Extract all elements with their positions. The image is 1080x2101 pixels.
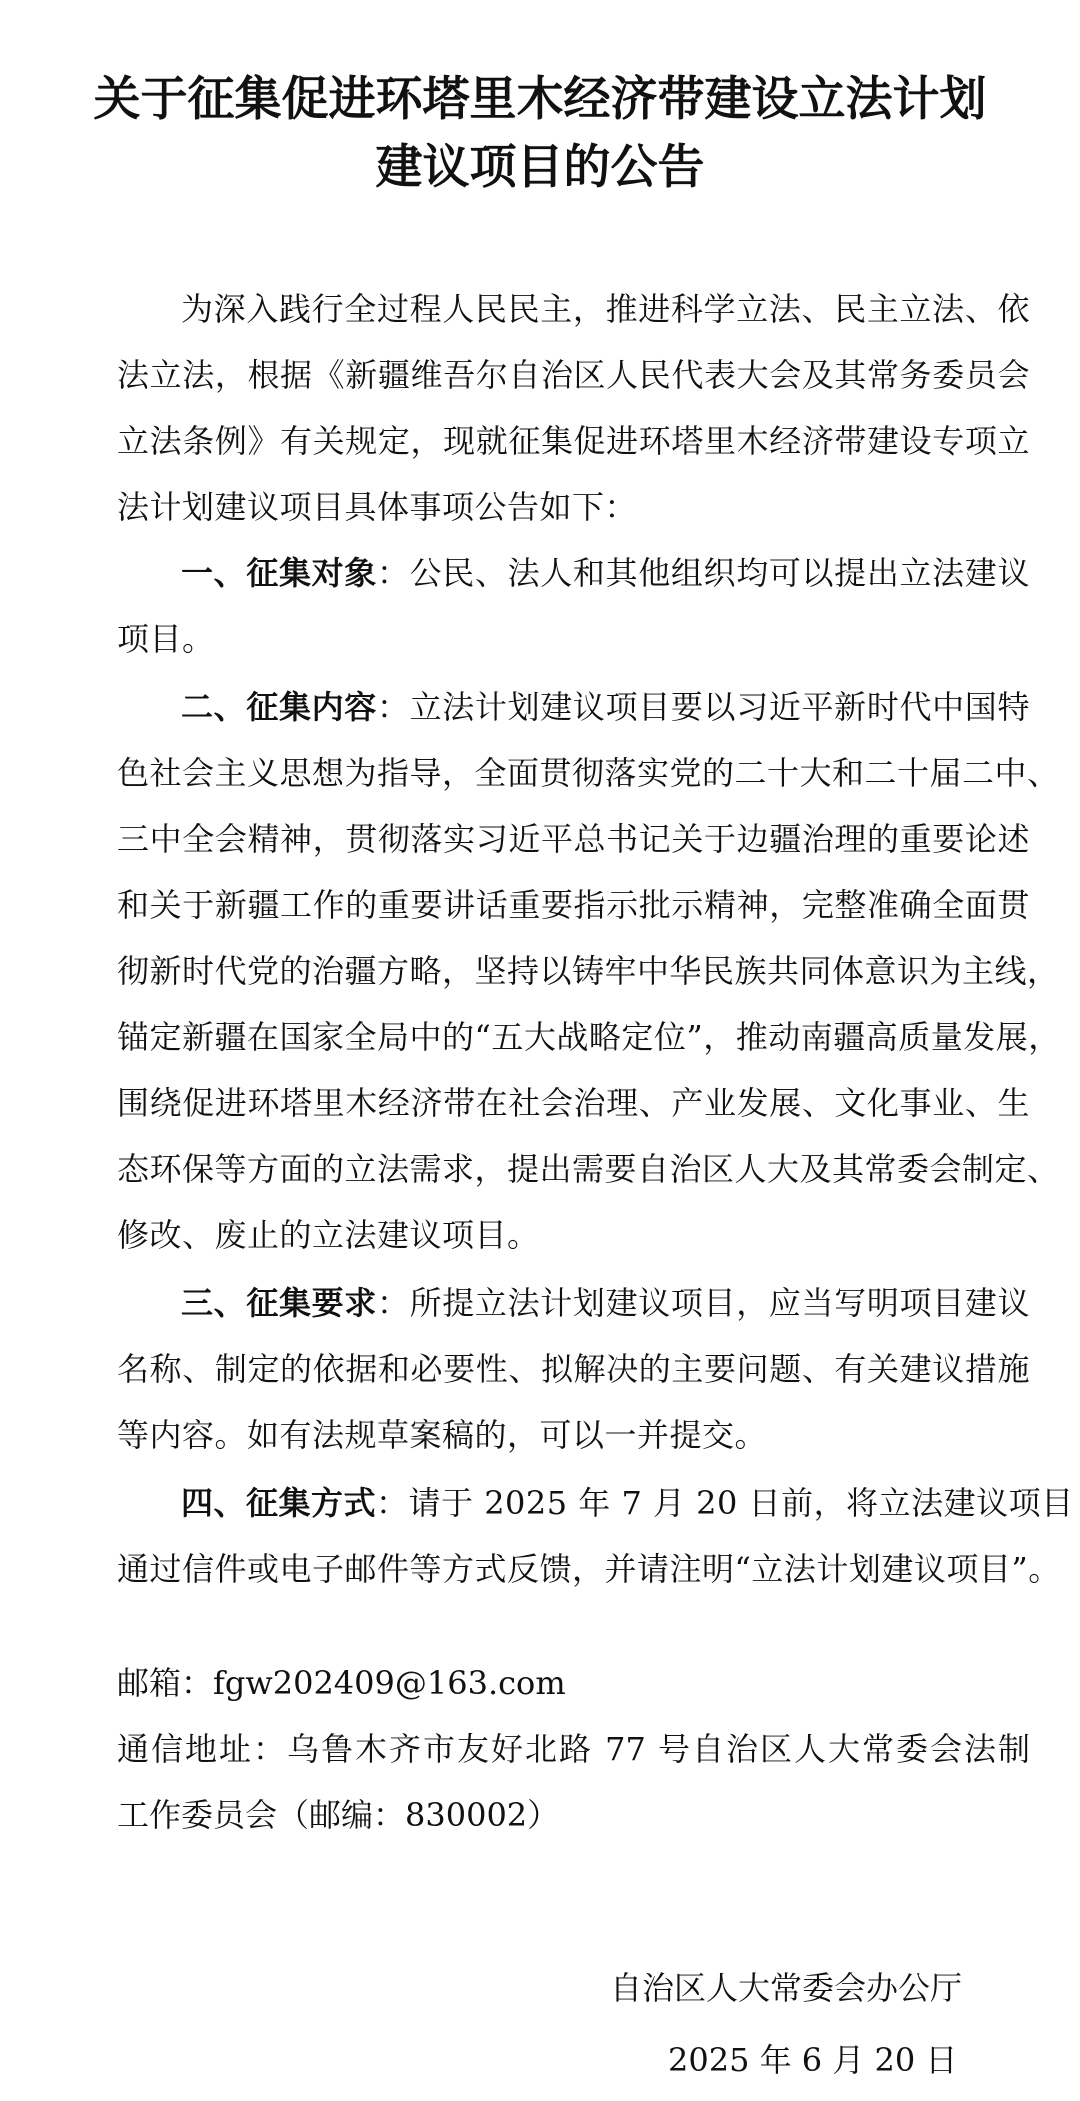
intro-line: 立法条例》有关规定，现就征集促进环塔里木经济带建设专项立	[117, 422, 1030, 460]
signature-date: 2025 年 6 月 20 日	[668, 2041, 958, 2079]
section-1-line: 项目。	[117, 620, 215, 658]
document-title-line-1: 关于征集促进环塔里木经济带建设立法计划	[93, 72, 987, 127]
intro-line: 法计划建议项目具体事项公告如下：	[117, 488, 638, 526]
contact-address-line-2: 工作委员会（邮编：830002）	[117, 1796, 560, 1834]
section-1-heading: 一、征集对象	[181, 554, 377, 592]
section-2-line: 和关于新疆工作的重要讲话重要指示批示精神，完整准确全面贯	[117, 886, 1030, 924]
signature-organization: 自治区人大常委会办公厅	[610, 1969, 963, 2007]
section-1-text: ：公民、法人和其他组织均可以提出立法建议	[376, 554, 1030, 592]
section-3-text: ：所提立法计划建议项目，应当写明项目建议	[376, 1284, 1030, 1322]
section-2-line: 围绕促进环塔里木经济带在社会治理、产业发展、文化事业、生	[117, 1084, 1030, 1122]
section-2-text: ：立法计划建议项目要以习近平新时代中国特	[376, 688, 1030, 726]
section-4-line: 通过信件或电子邮件等方式反馈，并请注明“立法计划建议项目”。	[117, 1550, 1061, 1588]
section-4-heading: 四、征集方式	[181, 1484, 377, 1522]
section-2-line: 彻新时代党的治疆方略，坚持以铸牢中华民族共同体意识为主线，	[117, 952, 1060, 990]
intro-line: 为深入践行全过程人民民主，推进科学立法、民主立法、依	[181, 290, 1030, 328]
section-2-line: 锚定新疆在国家全局中的“五大战略定位”，推动南疆高质量发展，	[117, 1018, 1061, 1056]
contact-email: 邮箱：fgw202409@163.com	[117, 1664, 566, 1702]
section-3-line: 等内容。如有法规草案稿的，可以一并提交。	[117, 1416, 768, 1454]
section-1-first-line	[181, 540, 1030, 606]
section-3-line: 名称、制定的依据和必要性、拟解决的主要问题、有关建议措施	[117, 1350, 1030, 1388]
section-2-line: 态环保等方面的立法需求，提出需要自治区人大及其常委会制定、	[117, 1150, 1060, 1188]
section-3-first-line	[181, 1270, 1030, 1336]
section-3-heading: 三、征集要求	[181, 1284, 377, 1322]
section-2-line: 修改、废止的立法建议项目。	[117, 1216, 540, 1254]
section-4-first-line	[181, 1470, 1074, 1536]
section-2-first-line	[181, 674, 1030, 740]
intro-line: 法立法，根据《新疆维吾尔自治区人民代表大会及其常务委员会	[117, 356, 1030, 394]
contact-address-line-1: 通信地址：乌鲁木齐市友好北路 77 号自治区人大常委会法制	[117, 1730, 1030, 1768]
section-2-line: 三中全会精神，贯彻落实习近平总书记关于边疆治理的重要论述	[117, 820, 1030, 858]
section-4-text: ：请于 2025 年 7 月 20 日前，将立法建议项目	[376, 1484, 1074, 1522]
section-2-heading: 二、征集内容	[181, 688, 377, 726]
document-title-line-2: 建议项目的公告	[375, 140, 705, 195]
section-2-line: 色社会主义思想为指导，全面贯彻落实党的二十大和二十届二中、	[117, 754, 1060, 792]
